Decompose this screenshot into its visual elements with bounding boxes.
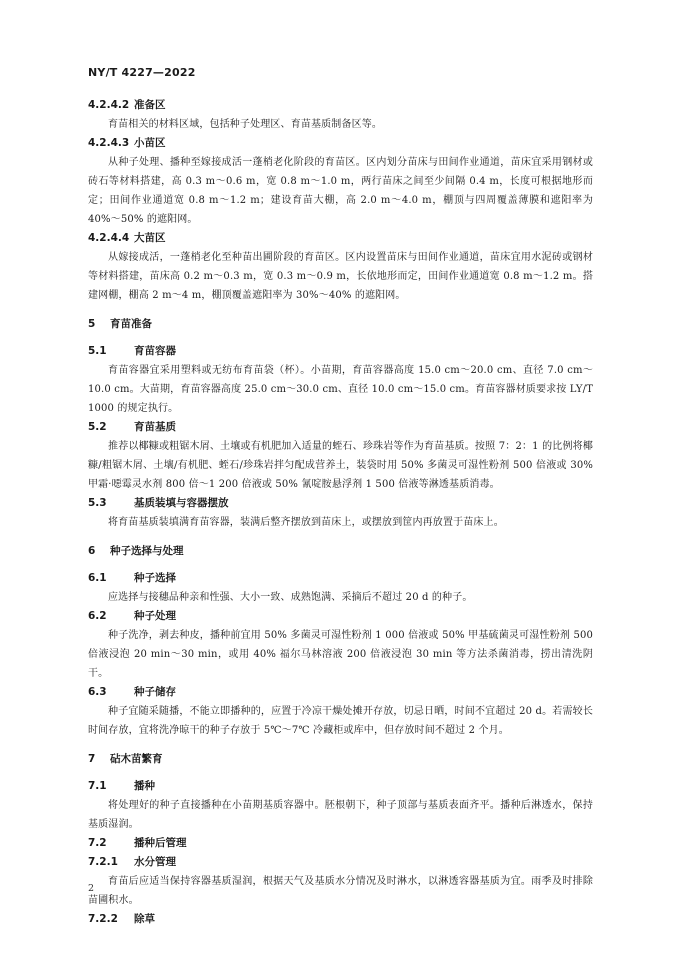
subsection-heading	[88, 96, 593, 115]
heading-title: 育苗容器	[134, 345, 176, 357]
heading-title: 砧木苗繁育	[110, 753, 163, 765]
subsection-heading	[88, 494, 593, 513]
subsection-heading	[88, 342, 593, 361]
heading-title: 水分管理	[134, 856, 176, 868]
heading-title: 除草	[134, 913, 155, 925]
heading-title: 育苗准备	[110, 318, 152, 330]
standard-number-header: NY/T 4227—2022	[88, 66, 196, 79]
heading-title: 基质装填与容器摆放	[134, 497, 229, 509]
subsection-heading	[88, 134, 593, 153]
heading-number: 6	[88, 545, 96, 557]
heading-number: 7.2.1	[88, 856, 118, 868]
paragraph: 应选择与接穗品种亲和性强、大小一致、成熟饱满、采摘后不超过 20 d 的种子。	[108, 592, 473, 603]
section-heading	[88, 315, 593, 334]
subsection-heading	[88, 853, 593, 872]
subsection-heading	[88, 834, 593, 853]
paragraph: 育苗相关的材料区域，包括种子处理区、育苗基质制备区等。	[108, 119, 383, 130]
paragraph: 推荐以椰糠或粗锯木屑、土壤或有机肥加入适量的蛭石、珍珠岩等作为育苗基质。按照 7：2：1 的比例将椰糠/粗锯木屑、土壤/有机肥、蛭石/珍珠岩拌匀配成营养土，装袋时用 50% 多菌灵可湿性粉剂 500 倍液或 30% 甲霜·噁霉灵水剂 800 倍～1 200 倍液或 50% 氰啶胺悬浮剂 1 500 倍液等淋透基质消毒。	[88, 441, 593, 490]
heading-number: 7.2.2	[88, 913, 118, 925]
section-heading	[88, 542, 593, 561]
heading-number: 4.2.4.2	[88, 99, 130, 111]
heading-number: 6.3	[88, 686, 107, 698]
paragraph: 种子洗净，剥去种皮，播种前宜用 50% 多菌灵可湿性粉剂 1 000 倍液或 50% 甲基硫菌灵可湿性粉剂 500 倍液浸泡 20 min～30 min，或用 40% 福尔马林溶液 200 倍液浸泡 30 min 等方法杀菌消毒，捞出清洗阴干。	[88, 630, 593, 679]
heading-number: 7.1	[88, 780, 107, 792]
subsection-heading	[88, 683, 593, 702]
heading-number: 4.2.4.4	[88, 232, 130, 244]
paragraph: 育苗容器宜采用塑料或无纺布育苗袋（杯）。小苗期，育苗容器高度 15.0 cm～20.0 cm、直径 7.0 cm～10.0 cm。大苗期，育苗容器高度 25.0 cm～30.0 cm、直径 10.0 cm～15.0 cm。育苗容器材质要求按 LY/T 1000 的规定执行。	[88, 365, 594, 414]
heading-number: 5	[88, 318, 96, 330]
subsection-heading	[88, 569, 593, 588]
heading-title: 种子处理	[134, 610, 176, 622]
section-heading	[88, 750, 593, 769]
paragraph: 从种子处理、播种至嫁接成活一蓬梢老化阶段的育苗区。区内划分苗床与田间作业通道，苗床宜采用钢材或砖石等材料搭建，高 0.3 m～0.6 m，宽 0.8 m～1.0 m，两行苗床之间至少间隔 0.4 m，长度可根据地形而定；田间作业通道宽 0.8 m～1.2 m；建设育苗大棚，高 2.0 m～4.0 m，棚顶与四周覆盖薄膜和遮阳率为 40%～50% 的遮阳网。	[88, 157, 593, 225]
heading-title: 种子选择	[134, 572, 176, 584]
heading-number: 5.1	[88, 345, 107, 357]
heading-title: 播种	[134, 780, 155, 792]
subsection-heading	[88, 229, 593, 248]
heading-title: 育苗基质	[134, 421, 176, 433]
subsection-heading	[88, 607, 593, 626]
heading-number: 5.3	[88, 497, 107, 509]
subsection-heading	[88, 777, 593, 796]
heading-title: 种子储存	[134, 686, 176, 698]
paragraph: 将处理好的种子直接播种在小苗期基质容器中。胚根朝下，种子顶部与基质表面齐平。播种后淋透水，保持基质湿润。	[88, 800, 593, 830]
heading-title: 大苗区	[134, 232, 166, 244]
heading-title: 种子选择与处理	[110, 545, 184, 557]
heading-number: 6.2	[88, 610, 107, 622]
paragraph: 从嫁接成活，一蓬梢老化至种苗出圃阶段的育苗区。区内设置苗床与田间作业通道，苗床宜用水泥砖或钢材等材料搭建，苗床高 0.2 m～0.3 m，宽 0.3 m～0.9 m，长依地形而定，田间作业通道宽 0.8 m～1.2 m。搭建网棚，棚高 2 m～4 m，棚顶覆盖遮阳率为 30%～40% 的遮阳网。	[88, 252, 593, 301]
subsection-heading	[88, 910, 593, 929]
heading-title: 播种后管理	[134, 837, 187, 849]
heading-number: 5.2	[88, 421, 107, 433]
paragraph: 将育苗基质装填满育苗容器，装满后整齐摆放到苗床上，或摆放到筐内再放置于苗床上。	[108, 517, 504, 528]
heading-title: 小苗区	[134, 137, 166, 149]
paragraph: 种子宜随采随播，不能立即播种的，应置于冷凉干燥处摊开存放，切忌日晒，时间不宜超过 20 d。若需较长时间存放，宜将洗净晾干的种子存放于 5℃～7℃ 冷藏柜或库中，但存放时间不超过 2 个月。	[88, 706, 593, 736]
heading-number: 4.2.4.3	[88, 137, 130, 149]
subsection-heading	[88, 418, 593, 437]
heading-title: 准备区	[134, 99, 166, 111]
document-body	[88, 96, 593, 929]
heading-number: 7.2	[88, 837, 107, 849]
page-number: 2	[88, 883, 95, 894]
heading-number: 7	[88, 753, 96, 765]
paragraph: 育苗后应适当保持容器基质湿润，根据天气及基质水分情况及时淋水，以淋透容器基质为宜。雨季及时排除苗圃积水。	[88, 876, 593, 906]
heading-number: 6.1	[88, 572, 107, 584]
